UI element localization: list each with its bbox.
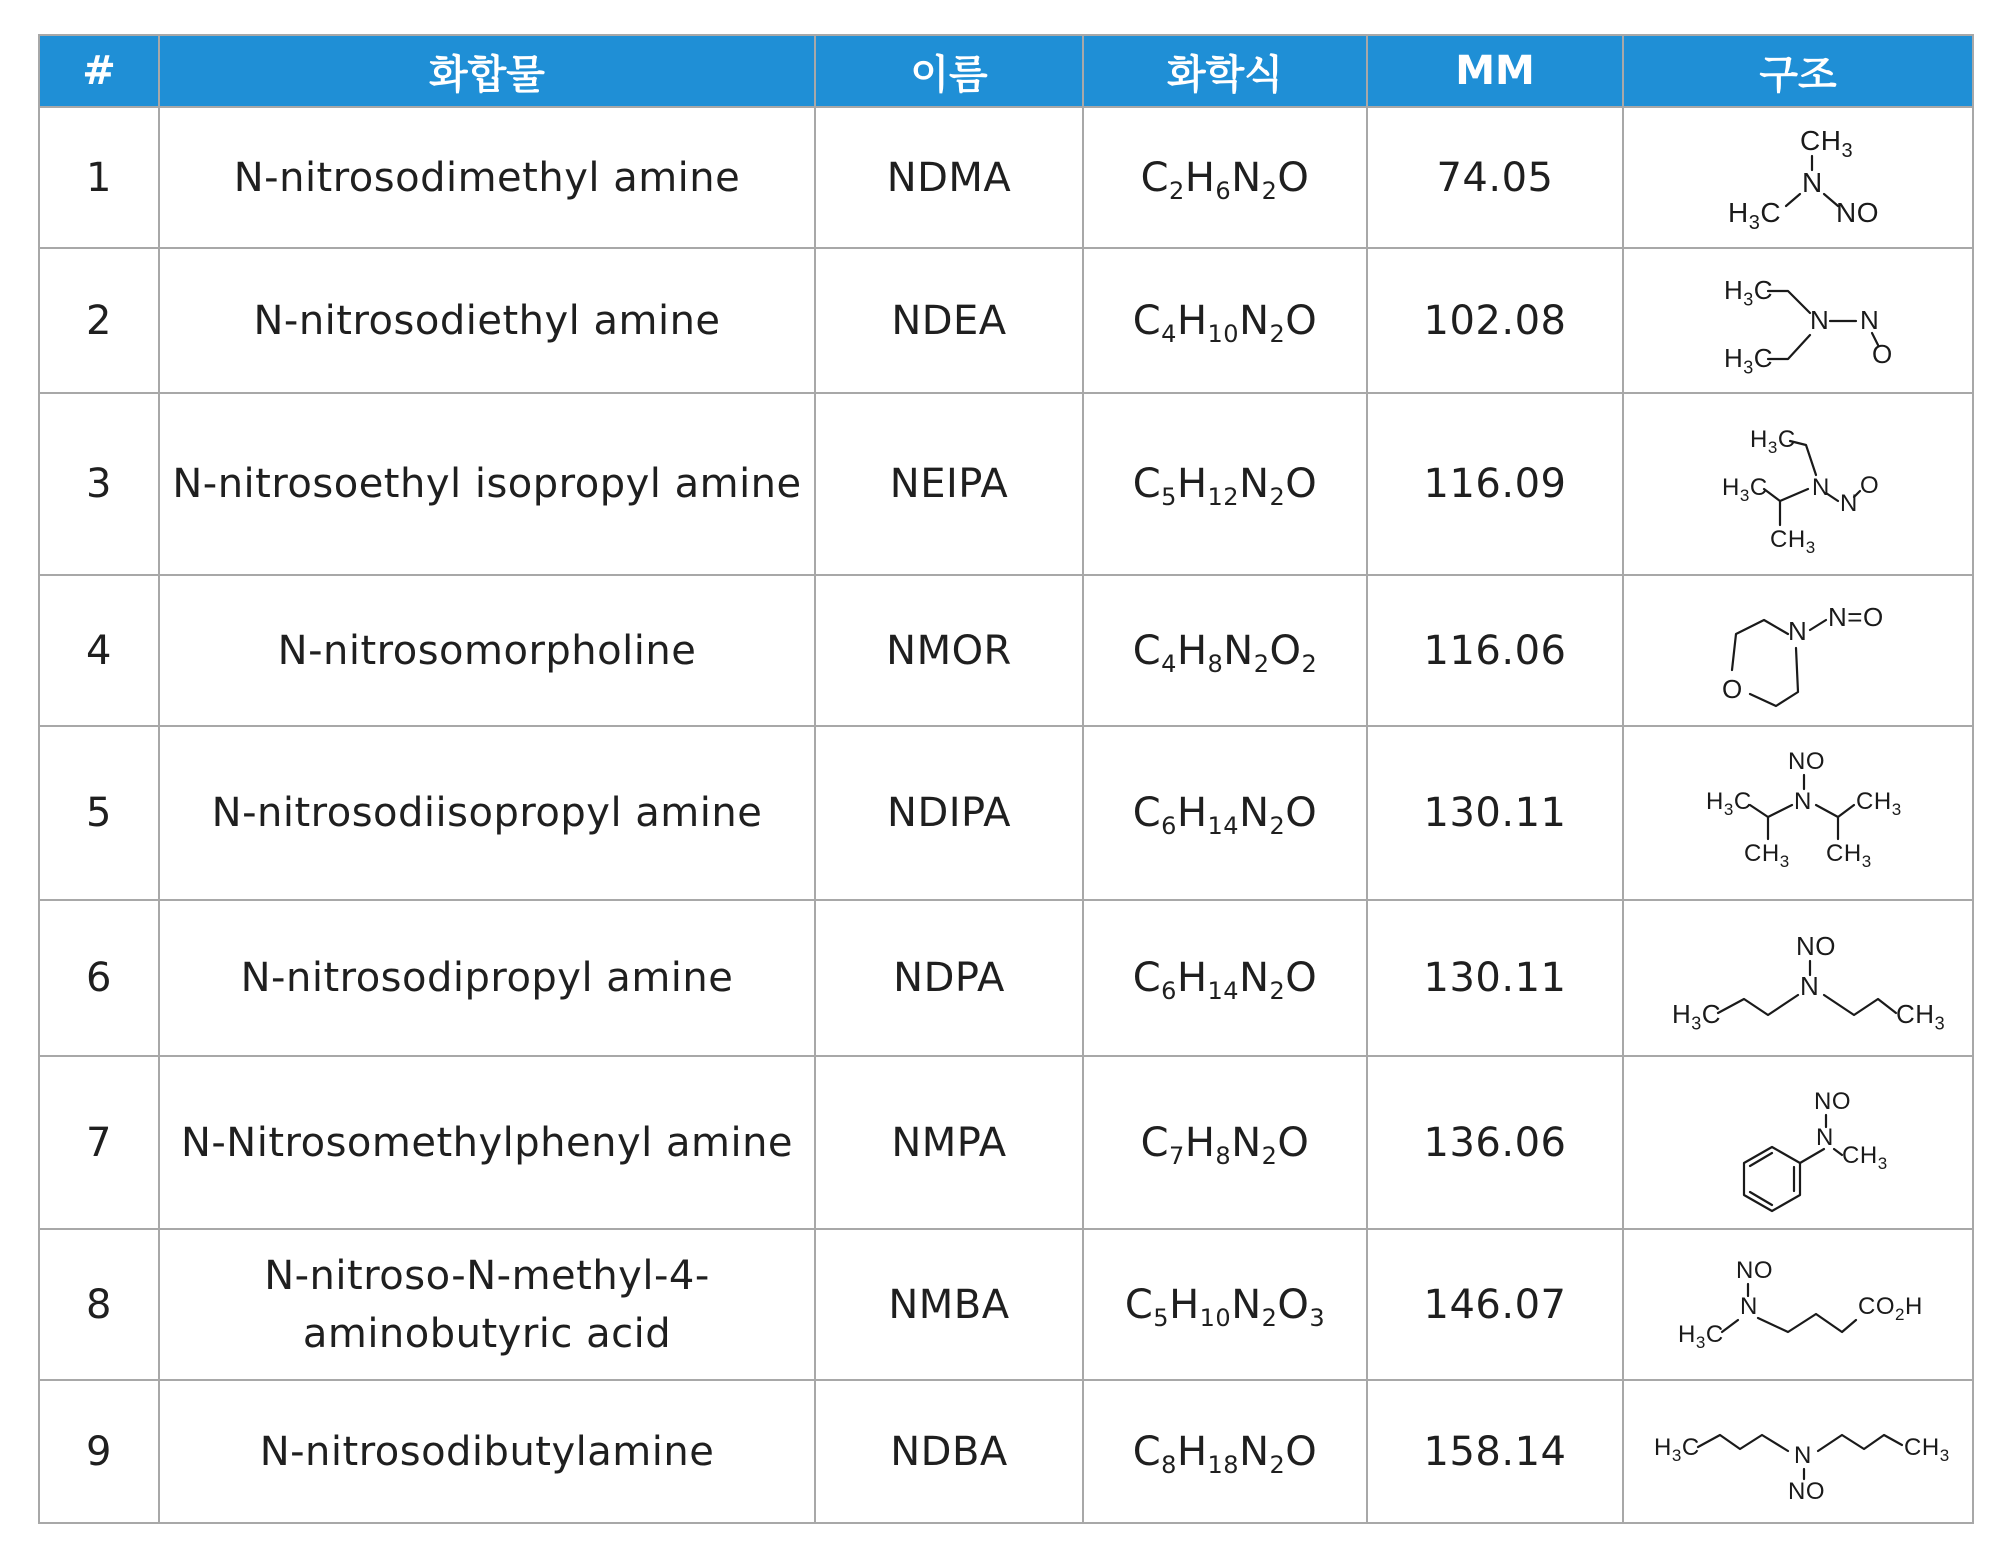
cell-structure xyxy=(1623,248,1973,393)
nitrosamine-table xyxy=(38,34,1974,1524)
structure-label: N xyxy=(1788,616,1808,646)
cell-formula: $C_5H_{12}N_2O$ xyxy=(1083,393,1367,575)
table-row xyxy=(39,575,1973,726)
structure-label: NO xyxy=(1788,1477,1826,1505)
cell-molar-mass: 116.06 xyxy=(1367,575,1623,726)
structure-nmor xyxy=(1628,578,1968,723)
cell-compound: N-nitrosomorpholine xyxy=(159,575,815,726)
cell-formula: $C_5H_{10}N_2O_3$ xyxy=(1083,1229,1367,1380)
structure-label: $H_3C$ xyxy=(1654,1433,1700,1465)
cell-structure xyxy=(1623,1056,1973,1229)
cell-number: 1 xyxy=(39,107,159,248)
table-row xyxy=(39,1229,1973,1380)
header-structure: 구조 xyxy=(1623,35,1973,107)
header-number: # xyxy=(39,35,159,107)
cell-compound: N-nitrosodiisopropyl amine xyxy=(159,726,815,900)
structure-label: $H_3C$ xyxy=(1750,425,1796,457)
structure-label: $CH_3$ xyxy=(1896,999,1946,1034)
header-molar-mass: MM xyxy=(1367,35,1623,107)
structure-ndba xyxy=(1628,1383,1968,1521)
header-formula: 화학식 xyxy=(1083,35,1367,107)
table-row xyxy=(39,393,1973,575)
structure-label: N xyxy=(1740,1293,1758,1320)
structure-label: N xyxy=(1794,788,1812,815)
cell-number: 5 xyxy=(39,726,159,900)
structure-label: N xyxy=(1794,1441,1812,1469)
header-name: 이름 xyxy=(815,35,1083,107)
cell-abbreviation: NMPA xyxy=(815,1056,1083,1229)
cell-formula: $C_4H_{10}N_2O$ xyxy=(1083,248,1367,393)
structure-label: $H_3C$ xyxy=(1678,1321,1724,1352)
structure-label: $CH_3$ xyxy=(1800,125,1854,162)
structure-label: $CH_3$ xyxy=(1770,525,1816,557)
structure-label: NO xyxy=(1796,931,1837,961)
cell-compound: N-nitrosodipropyl amine xyxy=(159,900,815,1056)
table-row xyxy=(39,1056,1973,1229)
cell-abbreviation: NDBA xyxy=(815,1380,1083,1523)
cell-compound: N-nitrosoethyl isopropyl amine xyxy=(159,393,815,575)
structure-label: $H_3C$ xyxy=(1722,473,1768,505)
cell-compound: N-Nitrosomethylphenyl amine xyxy=(159,1056,815,1229)
structure-label: NO xyxy=(1736,1257,1774,1284)
cell-number: 9 xyxy=(39,1380,159,1523)
cell-abbreviation: NMOR xyxy=(815,575,1083,726)
structure-label: NO xyxy=(1836,197,1880,228)
structure-label: NO xyxy=(1814,1087,1852,1115)
cell-abbreviation: NDEA xyxy=(815,248,1083,393)
cell-structure xyxy=(1623,726,1973,900)
cell-number: 7 xyxy=(39,1056,159,1229)
table-row xyxy=(39,900,1973,1056)
structure-label: O xyxy=(1722,674,1743,704)
structure-label: $H_3C$ xyxy=(1728,197,1782,234)
structure-label: $H_3C$ xyxy=(1724,274,1774,309)
cell-formula: $C_6H_{14}N_2O$ xyxy=(1083,726,1367,900)
cell-abbreviation: NEIPA xyxy=(815,393,1083,575)
cell-molar-mass: 158.14 xyxy=(1367,1380,1623,1523)
cell-structure xyxy=(1623,900,1973,1056)
table-row xyxy=(39,107,1973,248)
cell-structure xyxy=(1623,393,1973,575)
cell-compound: N-nitrosodibutylamine xyxy=(159,1380,815,1523)
cell-structure xyxy=(1623,107,1973,248)
cell-molar-mass: 116.09 xyxy=(1367,393,1623,575)
structure-ndpa xyxy=(1628,903,1968,1053)
structure-ndma xyxy=(1628,110,1968,245)
cell-compound: N-nitrosodimethyl amine xyxy=(159,107,815,248)
structure-label: $CH_3$ xyxy=(1856,788,1902,819)
cell-formula: $C_2H_6N_2O$ xyxy=(1083,107,1367,248)
header-compound: 화합물 xyxy=(159,35,815,107)
cell-molar-mass: 136.06 xyxy=(1367,1056,1623,1229)
structure-label: N xyxy=(1810,304,1830,335)
structure-label: $H_3C$ xyxy=(1724,342,1774,377)
cell-molar-mass: 130.11 xyxy=(1367,726,1623,900)
structure-label: N xyxy=(1800,971,1820,1001)
cell-compound: N-nitrosodiethyl amine xyxy=(159,248,815,393)
cell-structure xyxy=(1623,1380,1973,1523)
cell-structure xyxy=(1623,575,1973,726)
cell-number: 3 xyxy=(39,393,159,575)
structure-neipa xyxy=(1628,397,1968,572)
cell-molar-mass: 146.07 xyxy=(1367,1229,1623,1380)
structure-label: N xyxy=(1816,1123,1834,1151)
table-row xyxy=(39,248,1973,393)
cell-abbreviation: NDIPA xyxy=(815,726,1083,900)
structure-label: $H_3C$ xyxy=(1706,788,1752,819)
structure-label: N xyxy=(1840,489,1858,517)
structure-ndipa xyxy=(1628,729,1968,897)
structure-nmpa xyxy=(1628,1059,1968,1227)
table-header-row xyxy=(39,35,1973,107)
structure-ndea xyxy=(1628,251,1968,391)
cell-molar-mass: 74.05 xyxy=(1367,107,1623,248)
structure-label: NO xyxy=(1788,748,1826,775)
cell-formula: $C_4H_8N_2O_2$ xyxy=(1083,575,1367,726)
cell-abbreviation: NDMA xyxy=(815,107,1083,248)
cell-structure xyxy=(1623,1229,1973,1380)
cell-number: 8 xyxy=(39,1229,159,1380)
structure-label: N=O xyxy=(1828,602,1884,632)
structure-label: $CO_2H$ xyxy=(1858,1293,1923,1324)
structure-label: $H_3C$ xyxy=(1672,999,1722,1034)
structure-nmba xyxy=(1628,1232,1968,1377)
cell-formula: $C_7H_8N_2O$ xyxy=(1083,1056,1367,1229)
structure-label: $CH_3$ xyxy=(1842,1141,1888,1173)
cell-number: 6 xyxy=(39,900,159,1056)
cell-abbreviation: NMBA xyxy=(815,1229,1083,1380)
structure-label: $CH_3$ xyxy=(1826,840,1872,871)
cell-formula: $C_6H_{14}N_2O$ xyxy=(1083,900,1367,1056)
structure-label: N xyxy=(1812,473,1830,501)
table-row xyxy=(39,726,1973,900)
cell-formula: $C_8H_{18}N_2O$ xyxy=(1083,1380,1367,1523)
cell-compound: N-nitroso-N-methyl-4-aminobutyric acid xyxy=(159,1229,815,1380)
cell-number: 2 xyxy=(39,248,159,393)
cell-molar-mass: 102.08 xyxy=(1367,248,1623,393)
structure-label: $CH_3$ xyxy=(1904,1433,1950,1465)
cell-abbreviation: NDPA xyxy=(815,900,1083,1056)
table-row xyxy=(39,1380,1973,1523)
structure-label: N xyxy=(1802,167,1823,198)
structure-label: N xyxy=(1860,304,1880,335)
structure-label: $CH_3$ xyxy=(1744,840,1790,871)
cell-number: 4 xyxy=(39,575,159,726)
structure-label: O xyxy=(1860,471,1880,499)
cell-molar-mass: 130.11 xyxy=(1367,900,1623,1056)
structure-label: O xyxy=(1872,338,1893,369)
